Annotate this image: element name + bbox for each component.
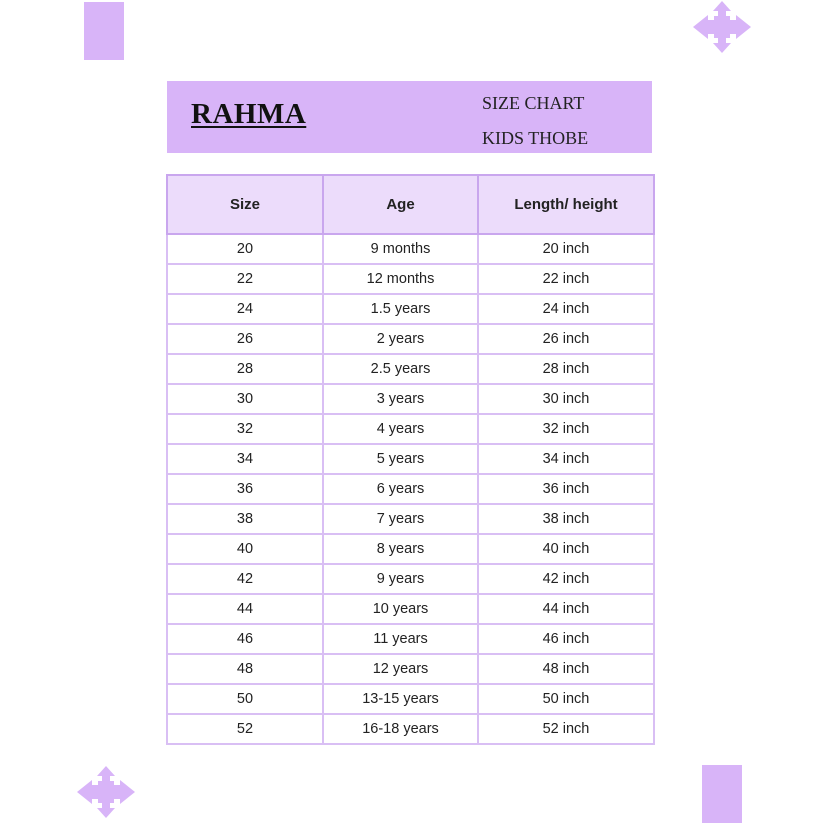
table-row (167, 654, 654, 684)
table-row (167, 534, 654, 564)
cell-size: 30 (167, 384, 323, 414)
cell-length: 42 inch (478, 564, 654, 594)
cell-length: 32 inch (478, 414, 654, 444)
cell-age: 7 years (323, 504, 478, 534)
cell-size: 36 (167, 474, 323, 504)
chart-subtitle: SIZE CHART (482, 93, 585, 113)
decorative-rectangle-bottom-right (702, 765, 742, 823)
cell-age: 6 years (323, 474, 478, 504)
cell-size: 48 (167, 654, 323, 684)
header-size: Size (167, 175, 323, 234)
cell-length: 52 inch (478, 714, 654, 744)
cross-ornament-icon (693, 1, 751, 53)
cell-age: 2.5 years (323, 354, 478, 384)
header-age: Age (323, 175, 478, 234)
cell-age: 8 years (323, 534, 478, 564)
cell-size: 22 (167, 264, 323, 294)
cell-length: 44 inch (478, 594, 654, 624)
cell-age: 3 years (323, 384, 478, 414)
cell-age: 11 years (323, 624, 478, 654)
cell-age: 2 years (323, 324, 478, 354)
table-header-row (167, 175, 654, 234)
table-row (167, 414, 654, 444)
table-row (167, 234, 654, 264)
cell-age: 12 years (323, 654, 478, 684)
cell-size: 42 (167, 564, 323, 594)
cell-length: 48 inch (478, 654, 654, 684)
cell-size: 28 (167, 354, 323, 384)
cell-length: 46 inch (478, 624, 654, 654)
cell-size: 40 (167, 534, 323, 564)
cell-length: 36 inch (478, 474, 654, 504)
cell-length: 28 inch (478, 354, 654, 384)
cell-age: 16-18 years (323, 714, 478, 744)
table-row (167, 684, 654, 714)
table-row (167, 324, 654, 354)
cell-age: 12 months (323, 264, 478, 294)
header-length: Length/ height (478, 175, 654, 234)
cell-size: 52 (167, 714, 323, 744)
title-banner (167, 81, 652, 153)
table-row (167, 504, 654, 534)
cell-size: 26 (167, 324, 323, 354)
brand-name: RAHMA (191, 98, 307, 130)
cell-size: 46 (167, 624, 323, 654)
table-row (167, 714, 654, 744)
cell-age: 4 years (323, 414, 478, 444)
cell-size: 24 (167, 294, 323, 324)
table-row (167, 594, 654, 624)
cell-age: 1.5 years (323, 294, 478, 324)
cell-length: 24 inch (478, 294, 654, 324)
cell-length: 30 inch (478, 384, 654, 414)
cell-age: 13-15 years (323, 684, 478, 714)
cell-length: 38 inch (478, 504, 654, 534)
table-row (167, 264, 654, 294)
cell-length: 22 inch (478, 264, 654, 294)
cell-length: 50 inch (478, 684, 654, 714)
table-row (167, 624, 654, 654)
cell-age: 10 years (323, 594, 478, 624)
table-row (167, 354, 654, 384)
cell-size: 34 (167, 444, 323, 474)
decorative-rectangle-top-left (84, 2, 124, 60)
cell-size: 38 (167, 504, 323, 534)
cell-length: 20 inch (478, 234, 654, 264)
cell-length: 26 inch (478, 324, 654, 354)
cell-age: 9 years (323, 564, 478, 594)
cell-size: 44 (167, 594, 323, 624)
size-chart-table (166, 174, 655, 745)
cell-age: 5 years (323, 444, 478, 474)
cell-age: 9 months (323, 234, 478, 264)
cell-size: 20 (167, 234, 323, 264)
cross-ornament-icon (77, 766, 135, 818)
cell-size: 32 (167, 414, 323, 444)
cell-size: 50 (167, 684, 323, 714)
table-row (167, 564, 654, 594)
table-row (167, 384, 654, 414)
product-subtitle: KIDS THOBE (482, 128, 589, 148)
table-row (167, 294, 654, 324)
table-row (167, 474, 654, 504)
cell-length: 40 inch (478, 534, 654, 564)
table-row (167, 444, 654, 474)
cell-length: 34 inch (478, 444, 654, 474)
